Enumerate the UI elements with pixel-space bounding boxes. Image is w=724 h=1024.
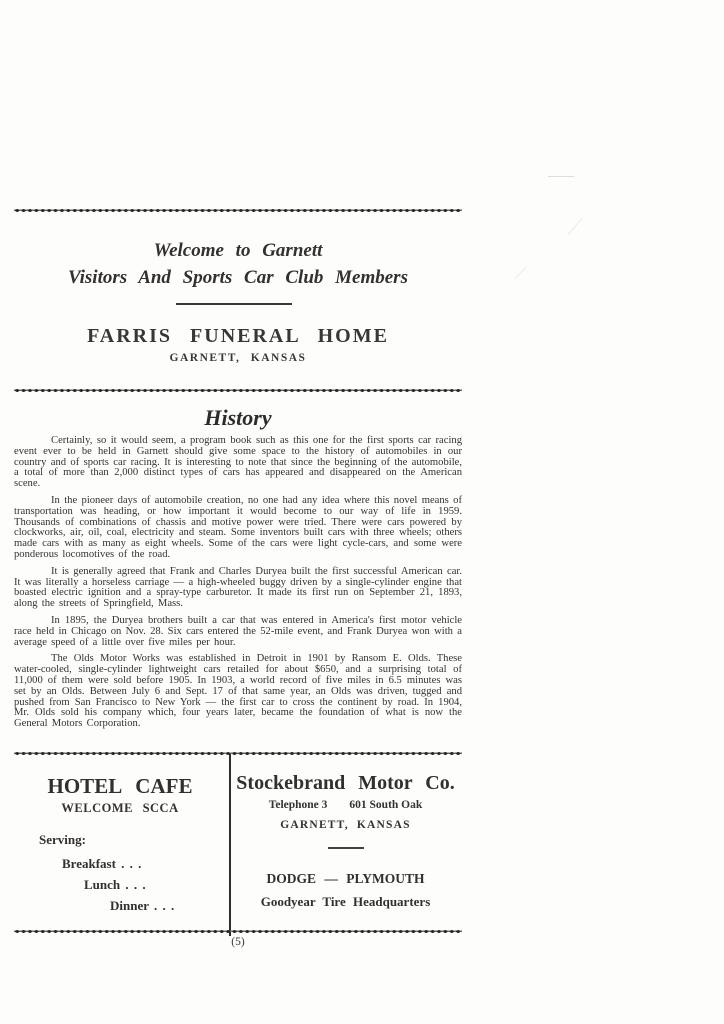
scan-artifact <box>568 217 583 234</box>
page-content <box>14 0 462 1024</box>
sponsor-name: FARRIS FUNERAL HOME <box>87 325 389 347</box>
hotel-cafe-serving-label: Serving: <box>39 832 86 847</box>
chain-divider-history <box>14 388 462 393</box>
welcome-line-2: Visitors And Sports Car Club Members <box>68 267 408 288</box>
stockebrand-small-rule <box>328 847 364 849</box>
stockebrand-telephone: Telephone 3 <box>268 799 328 811</box>
menu-item-lunch: Lunch . . . <box>84 877 146 892</box>
short-rule-divider <box>176 303 292 305</box>
scan-artifact <box>515 267 526 280</box>
chain-divider-bottom <box>14 929 462 934</box>
history-paragraph-3: It is generally agreed that Frank and Charles Duryea built the first successful American car. It was literally a horseless carriage — a high-wheeled buggy driven by a single-cylinder engine that boasted electric ignition and a spray-type carburetor. It made its first run on September 21, 1893, along the streets of Springfield, Mass. <box>14 565 462 610</box>
history-body <box>14 436 462 736</box>
stockebrand-contact-row <box>229 799 462 811</box>
history-paragraph-1: Certainly, so it would seem, a program book such as this one for the first sports car racing event ever to be held in Garnett should give some space to the history of automobiles in our country and of sports car racing. It is interesting to note that since the beginning of the automobile, a total of more than 2,000 distinct types of cars has appeared and disappeared on the American scene. <box>14 435 462 490</box>
page-number: (5) <box>231 936 245 948</box>
menu-item-breakfast: Breakfast . . . <box>62 856 142 871</box>
stockebrand-tagline: Goodyear Tire Headquarters <box>260 894 431 909</box>
hotel-cafe-welcome: WELCOME SCCA <box>61 801 179 815</box>
stockebrand-name: Stockebrand Motor Co. <box>236 772 455 794</box>
scan-artifact <box>548 176 574 177</box>
welcome-line-1: Welcome to Garnett <box>153 240 323 261</box>
history-paragraph-2: In the pioneer days of automobile creation, no one had any idea where this novel means of transportation was heading, or how important it would become to our way of life in 1959. Thousands of combinations of chassis and motive power were tried. There were cars powered by clockworks, air, oil, coal, electricity and steam. Some inventors built cars with three wheels; others made cars with as many as eight wheels. Some of the cars were light cycle-cars, and some were ponderous locomotives of the road. <box>14 494 462 560</box>
stockebrand-brands: DODGE — PLYMOUTH <box>266 871 425 886</box>
history-paragraph-5: The Olds Motor Works was established in Detroit in 1901 by Ransom E. Olds. These water-cooled, single-cylinder lightweight cars retailed for about $650, and a surprising total of 11,000 of them were sold before 1905. In 1903, a world record of five miles in 6.5 minutes was set by an Olds. Between July 6 and Sept. 17 of that same year, an Olds was driven, tugged and pushed from San Francisco to New York — the first car to cross the continent by road. In 1904, Mr. Olds sold his company which, four years later, became the foundation of what is now the General Motors Corporation. <box>14 653 462 730</box>
menu-item-dinner: Dinner . . . <box>110 898 175 913</box>
history-paragraph-4: In 1895, the Duryea brothers built a car that was entered in America's first motor vehicle race held in Chicago on Nov. 28. Six cars entered the 52-mile event, and Frank Duryea won with a average speed of a little over five miles per hour. <box>14 614 462 648</box>
sponsor-city: GARNETT, KANSAS <box>169 352 307 364</box>
stockebrand-city: GARNETT, KANSAS <box>280 819 411 831</box>
welcome-heading <box>14 237 462 291</box>
hotel-cafe-name: HOTEL CAFE <box>47 774 193 798</box>
history-title: History <box>204 405 272 430</box>
chain-divider-ads <box>14 751 462 756</box>
chain-divider-top <box>14 208 462 213</box>
stockebrand-address: 601 South Oak <box>349 799 423 811</box>
